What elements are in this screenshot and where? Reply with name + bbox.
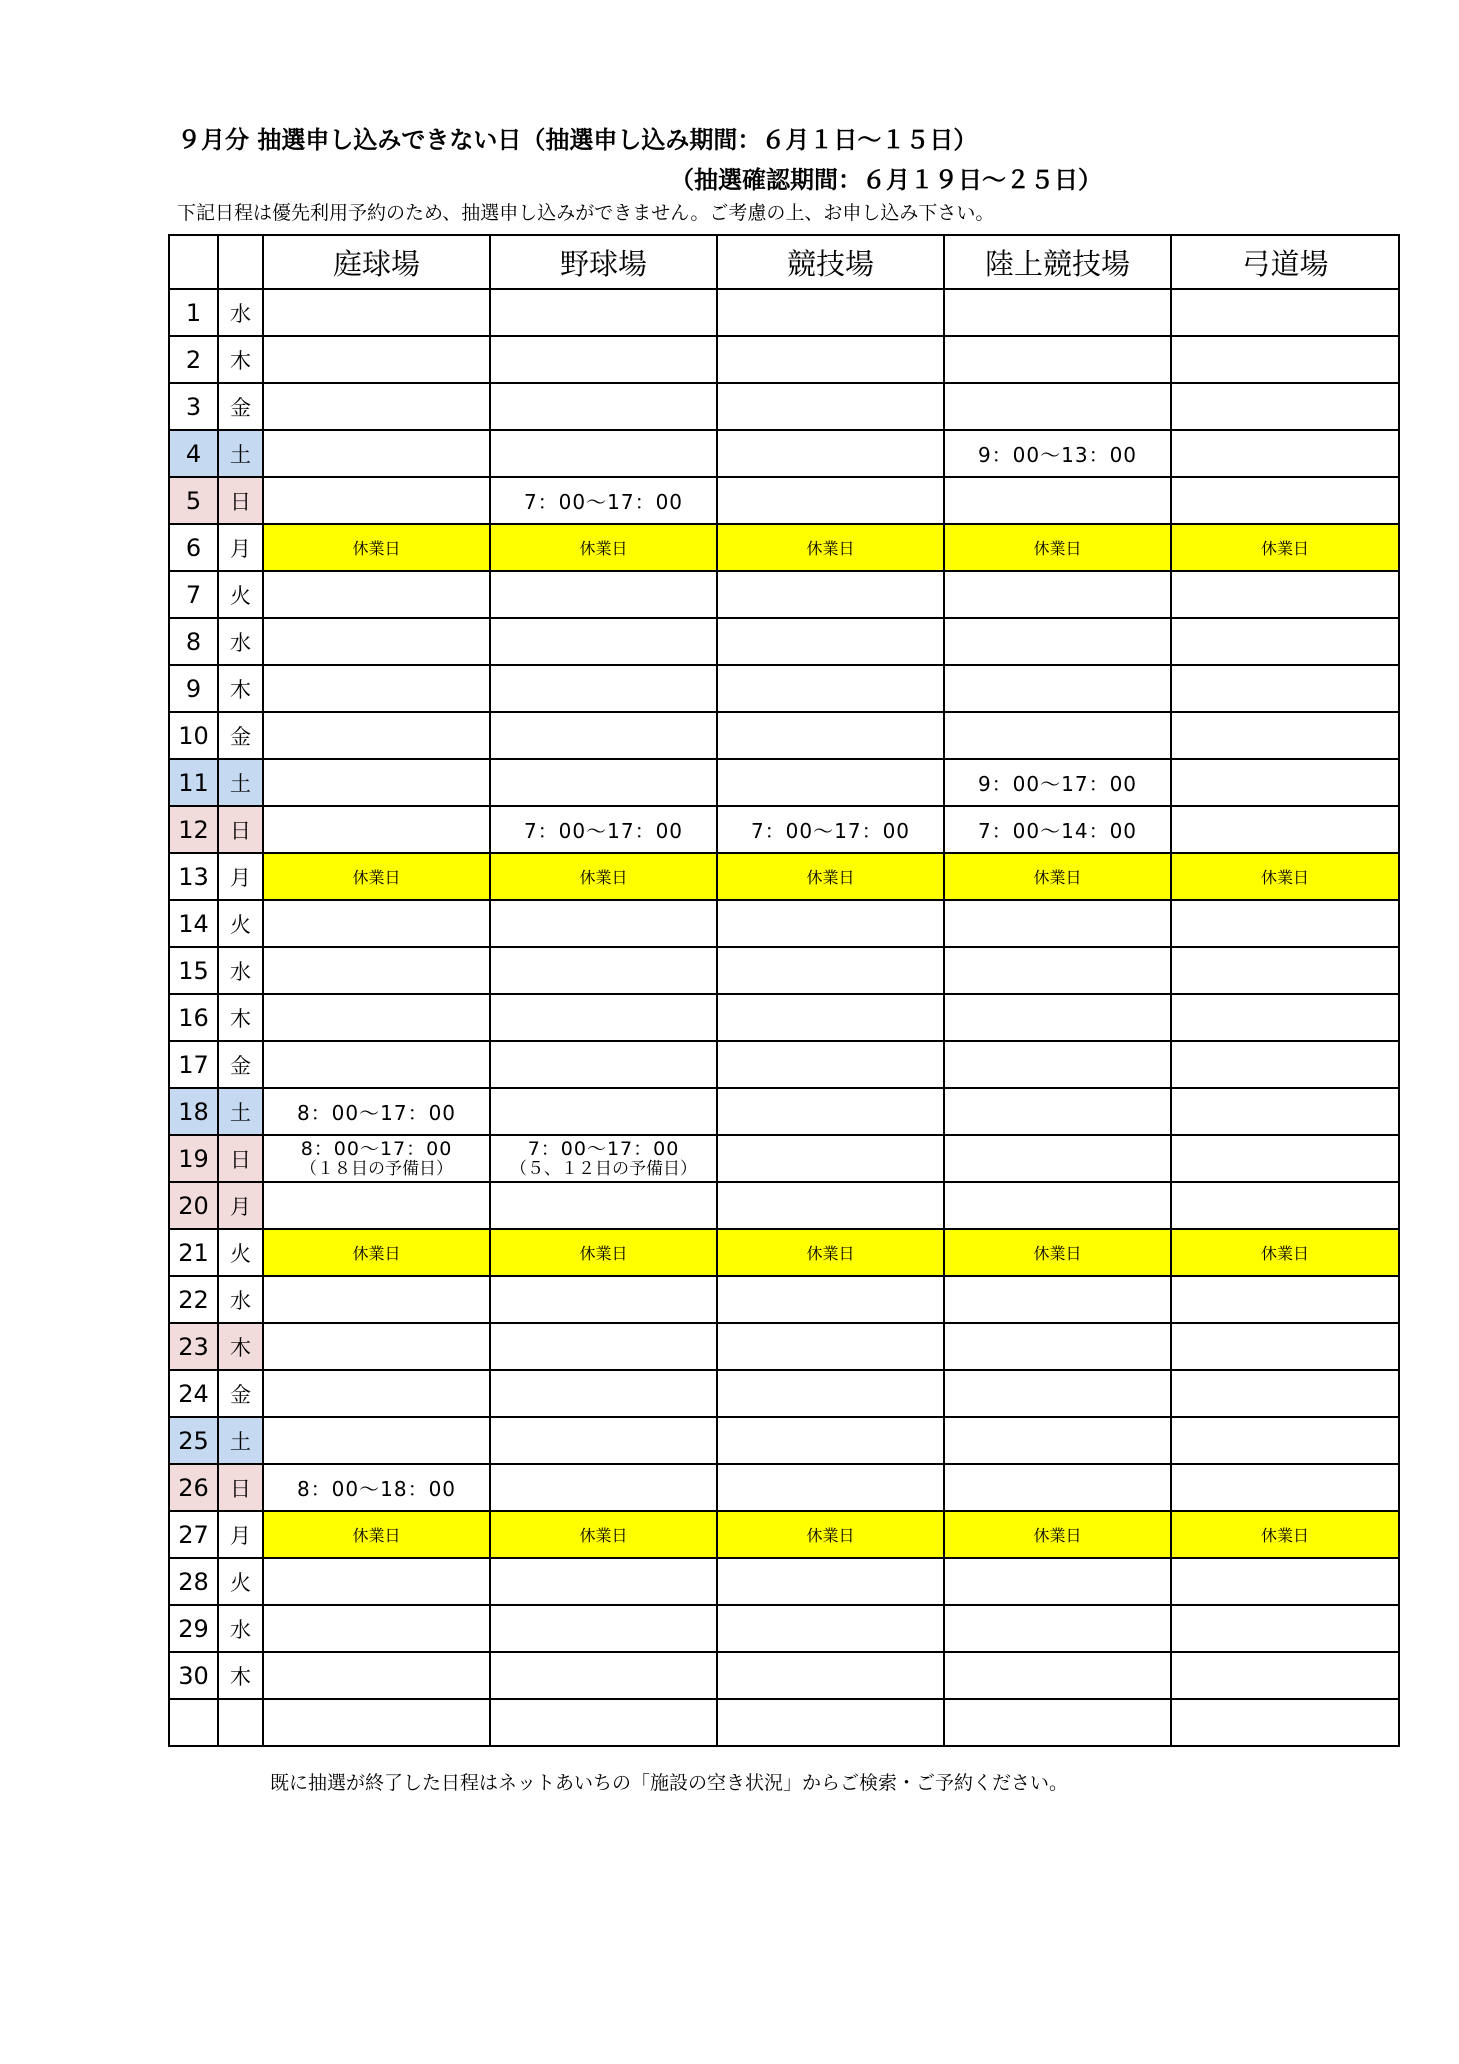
schedule-cell [717, 1088, 944, 1135]
closed-cell: 休業日 [944, 524, 1171, 571]
schedule-cell [944, 383, 1171, 430]
day-number: 23 [169, 1323, 218, 1370]
schedule-cell [944, 712, 1171, 759]
table-header-row [169, 235, 1399, 289]
schedule-cell [263, 806, 490, 853]
schedule-cell [944, 994, 1171, 1041]
facility-header: 庭球場 [263, 235, 490, 289]
day-number: 16 [169, 994, 218, 1041]
schedule-cell [490, 383, 717, 430]
schedule-cell [944, 289, 1171, 336]
weekday: 火 [218, 900, 263, 947]
schedule-cell: 9：00～17：00 [944, 759, 1171, 806]
schedule-cell [1171, 1605, 1399, 1652]
schedule-cell [1171, 1088, 1399, 1135]
schedule-cell [1171, 1276, 1399, 1323]
schedule-cell [1171, 900, 1399, 947]
facility-header: 競技場 [717, 235, 944, 289]
schedule-cell [490, 1417, 717, 1464]
facility-header: 陸上競技場 [944, 235, 1171, 289]
schedule-cell [1171, 618, 1399, 665]
schedule-cell [1171, 477, 1399, 524]
schedule-cell: 7：00～17：00 [717, 806, 944, 853]
weekday: 水 [218, 947, 263, 994]
schedule-cell [490, 994, 717, 1041]
closed-cell: 休業日 [263, 1511, 490, 1558]
schedule-cell [1171, 947, 1399, 994]
schedule-cell [1171, 1135, 1399, 1182]
table-row [169, 853, 1399, 900]
schedule-cell [1171, 1370, 1399, 1417]
schedule-cell [717, 665, 944, 712]
table-row [169, 1088, 1399, 1135]
schedule-cell [490, 900, 717, 947]
table-row [169, 1229, 1399, 1276]
schedule-cell: 8：00～17：00 （１８日の予備日） [263, 1135, 490, 1182]
closed-cell: 休業日 [944, 1229, 1171, 1276]
schedule-cell [1171, 430, 1399, 477]
weekday: 土 [218, 759, 263, 806]
weekday: 金 [218, 1370, 263, 1417]
weekday: 月 [218, 853, 263, 900]
schedule-cell [263, 477, 490, 524]
table-row [169, 571, 1399, 618]
weekday: 金 [218, 383, 263, 430]
schedule-cell [1171, 1323, 1399, 1370]
schedule-cell [717, 947, 944, 994]
schedule-cell [263, 1323, 490, 1370]
table-row [169, 1182, 1399, 1229]
schedule-cell [944, 1182, 1171, 1229]
table-row [169, 1511, 1399, 1558]
schedule-cell [490, 665, 717, 712]
table-row [169, 1417, 1399, 1464]
weekday: 日 [218, 1464, 263, 1511]
schedule-cell [1171, 1699, 1399, 1746]
schedule-cell [1171, 289, 1399, 336]
schedule-cell [490, 1182, 717, 1229]
schedule-cell [263, 1699, 490, 1746]
schedule-cell [1171, 1652, 1399, 1699]
day-number: 7 [169, 571, 218, 618]
schedule-cell [717, 1041, 944, 1088]
schedule-cell [717, 1276, 944, 1323]
schedule-cell [717, 477, 944, 524]
schedule-cell [717, 618, 944, 665]
day-number: 27 [169, 1511, 218, 1558]
day-number: 14 [169, 900, 218, 947]
schedule-cell [1171, 994, 1399, 1041]
table-row [169, 1276, 1399, 1323]
schedule-cell [944, 1276, 1171, 1323]
schedule-cell [490, 1370, 717, 1417]
schedule-cell [263, 1182, 490, 1229]
schedule-cell [263, 1652, 490, 1699]
schedule-cell: 8：00～18：00 [263, 1464, 490, 1511]
weekday: 日 [218, 477, 263, 524]
day-number: 4 [169, 430, 218, 477]
day-number: 17 [169, 1041, 218, 1088]
schedule-cell [944, 1088, 1171, 1135]
closed-cell: 休業日 [717, 853, 944, 900]
schedule-cell [490, 1088, 717, 1135]
table-row [169, 618, 1399, 665]
day-number: 13 [169, 853, 218, 900]
table-row [169, 1323, 1399, 1370]
table-row [169, 430, 1399, 477]
schedule-cell [944, 336, 1171, 383]
schedule-cell [1171, 1182, 1399, 1229]
day-number: 20 [169, 1182, 218, 1229]
schedule-cell [490, 430, 717, 477]
weekday: 土 [218, 1417, 263, 1464]
weekday: 日 [218, 806, 263, 853]
schedule-cell: 9：00～13：00 [944, 430, 1171, 477]
schedule-cell [1171, 806, 1399, 853]
schedule-cell [717, 1323, 944, 1370]
weekday: 月 [218, 1182, 263, 1229]
schedule-cell [263, 383, 490, 430]
day-number: 8 [169, 618, 218, 665]
weekday: 土 [218, 430, 263, 477]
schedule-cell: 7：00～14：00 [944, 806, 1171, 853]
schedule-cell [717, 1464, 944, 1511]
table-row [169, 289, 1399, 336]
schedule-cell [1171, 1558, 1399, 1605]
schedule-cell [263, 1417, 490, 1464]
schedule-cell [944, 1417, 1171, 1464]
schedule-cell [490, 947, 717, 994]
schedule-cell [944, 1464, 1171, 1511]
schedule-cell [944, 571, 1171, 618]
table-row [169, 947, 1399, 994]
schedule-cell [1171, 1041, 1399, 1088]
schedule-cell [1171, 712, 1399, 759]
header-day-cell [169, 235, 218, 289]
closed-cell: 休業日 [1171, 1511, 1399, 1558]
schedule-cell: 7：00～17：00 [490, 806, 717, 853]
schedule-cell [1171, 665, 1399, 712]
schedule-cell [944, 665, 1171, 712]
schedule-cell [263, 759, 490, 806]
schedule-cell [1171, 571, 1399, 618]
weekday: 木 [218, 665, 263, 712]
schedule-cell: 7：00～17：00 [490, 477, 717, 524]
closed-cell: 休業日 [263, 1229, 490, 1276]
day-number: 26 [169, 1464, 218, 1511]
weekday: 木 [218, 1652, 263, 1699]
schedule-cell [263, 336, 490, 383]
schedule-cell [944, 1652, 1171, 1699]
table-row [169, 712, 1399, 759]
schedule-cell [717, 1417, 944, 1464]
closed-cell: 休業日 [717, 524, 944, 571]
day-number: 22 [169, 1276, 218, 1323]
schedule-cell [263, 900, 490, 947]
schedule-cell [263, 712, 490, 759]
closed-cell: 休業日 [263, 524, 490, 571]
table-row [169, 1135, 1399, 1182]
schedule-cell [263, 1370, 490, 1417]
schedule-cell [490, 571, 717, 618]
table-row [169, 1605, 1399, 1652]
table-row [169, 759, 1399, 806]
schedule-cell [263, 1558, 490, 1605]
closed-cell: 休業日 [1171, 524, 1399, 571]
schedule-cell [944, 1558, 1171, 1605]
table-row [169, 994, 1399, 1041]
day-number [169, 1699, 218, 1746]
schedule-cell [263, 430, 490, 477]
weekday: 水 [218, 1276, 263, 1323]
schedule-cell [717, 1182, 944, 1229]
day-number: 21 [169, 1229, 218, 1276]
schedule-cell [717, 336, 944, 383]
title-line-1: ９月分 抽選申し込みできない日（抽選申し込み期間：６月１日～１５日） [177, 126, 978, 154]
schedule-cell [263, 1605, 490, 1652]
schedule-cell [263, 1276, 490, 1323]
closed-cell: 休業日 [490, 524, 717, 571]
table-row [169, 524, 1399, 571]
schedule-cell [1171, 1464, 1399, 1511]
schedule-cell [490, 1558, 717, 1605]
table-row [169, 477, 1399, 524]
table-row [169, 1464, 1399, 1511]
schedule-cell [717, 759, 944, 806]
schedule-cell [490, 1464, 717, 1511]
day-number: 24 [169, 1370, 218, 1417]
weekday: 木 [218, 994, 263, 1041]
schedule-cell [263, 618, 490, 665]
schedule-cell [490, 618, 717, 665]
weekday: 土 [218, 1088, 263, 1135]
schedule-cell [1171, 336, 1399, 383]
day-number: 25 [169, 1417, 218, 1464]
closed-cell: 休業日 [490, 853, 717, 900]
closed-cell: 休業日 [717, 1511, 944, 1558]
weekday: 月 [218, 524, 263, 571]
weekday: 水 [218, 618, 263, 665]
weekday: 金 [218, 1041, 263, 1088]
closed-cell: 休業日 [490, 1511, 717, 1558]
schedule-cell [944, 1041, 1171, 1088]
schedule-cell [717, 900, 944, 947]
schedule-cell [490, 336, 717, 383]
weekday: 火 [218, 1558, 263, 1605]
weekday: 水 [218, 1605, 263, 1652]
schedule-cell [944, 1135, 1171, 1182]
closed-cell: 休業日 [717, 1229, 944, 1276]
closed-cell: 休業日 [263, 853, 490, 900]
schedule-cell [944, 618, 1171, 665]
header-weekday-cell [218, 235, 263, 289]
schedule-cell [944, 1323, 1171, 1370]
schedule-cell [263, 947, 490, 994]
schedule-table [168, 234, 1400, 1747]
facility-header: 弓道場 [1171, 235, 1399, 289]
day-number: 1 [169, 289, 218, 336]
day-number: 12 [169, 806, 218, 853]
weekday: 火 [218, 571, 263, 618]
schedule-cell [263, 1041, 490, 1088]
schedule-cell [717, 1370, 944, 1417]
day-number: 11 [169, 759, 218, 806]
schedule-cell [717, 1652, 944, 1699]
schedule-cell [490, 1323, 717, 1370]
schedule-cell [717, 571, 944, 618]
closed-cell: 休業日 [944, 1511, 1171, 1558]
day-number: 18 [169, 1088, 218, 1135]
schedule-cell [490, 1652, 717, 1699]
schedule-cell [490, 289, 717, 336]
schedule-cell [944, 477, 1171, 524]
schedule-cell [717, 289, 944, 336]
schedule-cell [717, 1135, 944, 1182]
footer-note: 既に抽選が終了した日程はネットあいちの「施設の空き状況」からご検索・ご予約ください。 [270, 1772, 1069, 1794]
table-row [169, 806, 1399, 853]
schedule-cell [717, 994, 944, 1041]
day-number: 2 [169, 336, 218, 383]
table-row [169, 383, 1399, 430]
facility-header: 野球場 [490, 235, 717, 289]
schedule-cell [490, 1276, 717, 1323]
closed-cell: 休業日 [1171, 1229, 1399, 1276]
day-number: 15 [169, 947, 218, 994]
closed-cell: 休業日 [944, 853, 1171, 900]
schedule-cell [1171, 759, 1399, 806]
table-row [169, 336, 1399, 383]
table-row [169, 1699, 1399, 1746]
schedule-cell [717, 1558, 944, 1605]
schedule-cell [490, 1041, 717, 1088]
notice-text: 下記日程は優先利用予約のため、抽選申し込みができません。ご考慮の上、お申し込み下さい。 [177, 202, 995, 224]
schedule-cell [717, 383, 944, 430]
schedule-cell [263, 665, 490, 712]
weekday: 金 [218, 712, 263, 759]
schedule-cell [944, 1370, 1171, 1417]
weekday: 水 [218, 289, 263, 336]
day-number: 29 [169, 1605, 218, 1652]
schedule-cell [490, 1699, 717, 1746]
schedule-cell [717, 1699, 944, 1746]
schedule-cell [263, 571, 490, 618]
table-row [169, 1652, 1399, 1699]
day-number: 6 [169, 524, 218, 571]
schedule-cell [717, 712, 944, 759]
schedule-cell [1171, 383, 1399, 430]
title-line-2: （抽選確認期間：６月１９日～２５日） [670, 166, 1102, 194]
weekday [218, 1699, 263, 1746]
table-row [169, 900, 1399, 947]
schedule-cell [490, 712, 717, 759]
table-row [169, 1558, 1399, 1605]
schedule-cell [717, 1605, 944, 1652]
schedule-cell: 8：00～17：00 [263, 1088, 490, 1135]
schedule-cell: 7：00～17：00 （５、１２日の予備日） [490, 1135, 717, 1182]
weekday: 日 [218, 1135, 263, 1182]
day-number: 10 [169, 712, 218, 759]
day-number: 28 [169, 1558, 218, 1605]
schedule-cell [944, 1605, 1171, 1652]
schedule-cell [1171, 1417, 1399, 1464]
day-number: 19 [169, 1135, 218, 1182]
schedule-cell [944, 900, 1171, 947]
table-row [169, 1041, 1399, 1088]
day-number: 3 [169, 383, 218, 430]
schedule-cell [944, 947, 1171, 994]
schedule-cell [717, 430, 944, 477]
table-row [169, 665, 1399, 712]
weekday: 月 [218, 1511, 263, 1558]
closed-cell: 休業日 [1171, 853, 1399, 900]
weekday: 木 [218, 1323, 263, 1370]
table-row [169, 1370, 1399, 1417]
day-number: 5 [169, 477, 218, 524]
schedule-cell [490, 759, 717, 806]
schedule-cell [490, 1605, 717, 1652]
schedule-cell [944, 1699, 1171, 1746]
weekday: 火 [218, 1229, 263, 1276]
day-number: 30 [169, 1652, 218, 1699]
schedule-cell [263, 994, 490, 1041]
weekday: 木 [218, 336, 263, 383]
day-number: 9 [169, 665, 218, 712]
closed-cell: 休業日 [490, 1229, 717, 1276]
schedule-cell [263, 289, 490, 336]
